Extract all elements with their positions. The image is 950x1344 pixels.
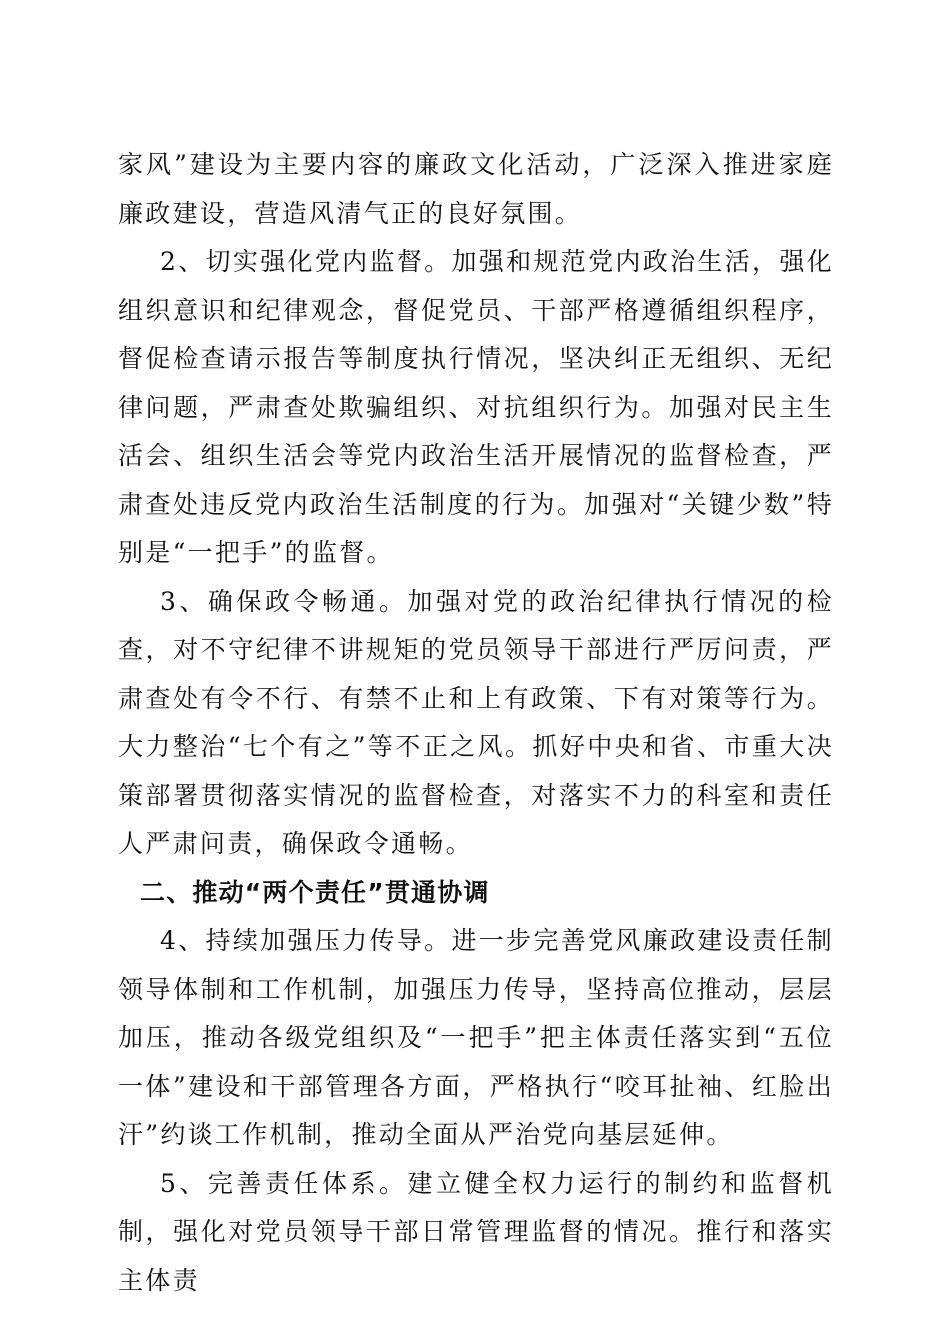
section-heading: 二、推动“两个责任”贯通协调 bbox=[140, 877, 490, 907]
paragraph-item-3: 3、确保政令畅通。加强对党的政治纪律执行情况的检查，对不守纪律不讲规矩的党员领导干部进行严厉问责，严肃查处有令不行、有禁不止和上有政策、下有对策等行为。大力整治“七个有之”等不正之风。抓好中央和省、市重大决策部署贯彻落实情况的监督检查，对落实不力的科室和责任人严肃问责，确保政令通畅。 bbox=[118, 586, 834, 858]
paragraph-continuation: 家风”建设为主要内容的廉政文化活动，广泛深入推进家庭廉政建设，营造风清气正的良好氛围。 bbox=[118, 150, 834, 228]
document-body bbox=[118, 141, 834, 1305]
paragraph-item-5: 5、完善责任体系。建立健全权力运行的制约和监督机制，强化对党员领导干部日常管理监督的情况。推行和落实主体责 bbox=[118, 1168, 834, 1295]
paragraph-item-2: 2、切实强化党内监督。加强和规范党内政治生活，强化组织意识和纪律观念，督促党员、干部严格遵循组织程序，督促检查请示报告等制度执行情况，坚决纠正无组织、无纪律问题，严肃查处欺骗组织、对抗组织行为。加强对民主生活会、组织生活会等党内政治生活开展情况的监督检查，严肃查处违反党内政治生活制度的行为。加强对“关键少数”特别是“一把手”的监督。 bbox=[118, 247, 834, 567]
paragraph-item-4: 4、持续加强压力传导。进一步完善党风廉政建设责任制领导体制和工作机制，加强压力传导，坚持高位推动，层层加压，推动各级党组织及“一把手”把主体责任落实到“五位一体”建设和干部管理各方面，严格执行“咬耳扯袖、红脸出汗”约谈工作机制，推动全面从严治党向基层延伸。 bbox=[118, 926, 834, 1149]
